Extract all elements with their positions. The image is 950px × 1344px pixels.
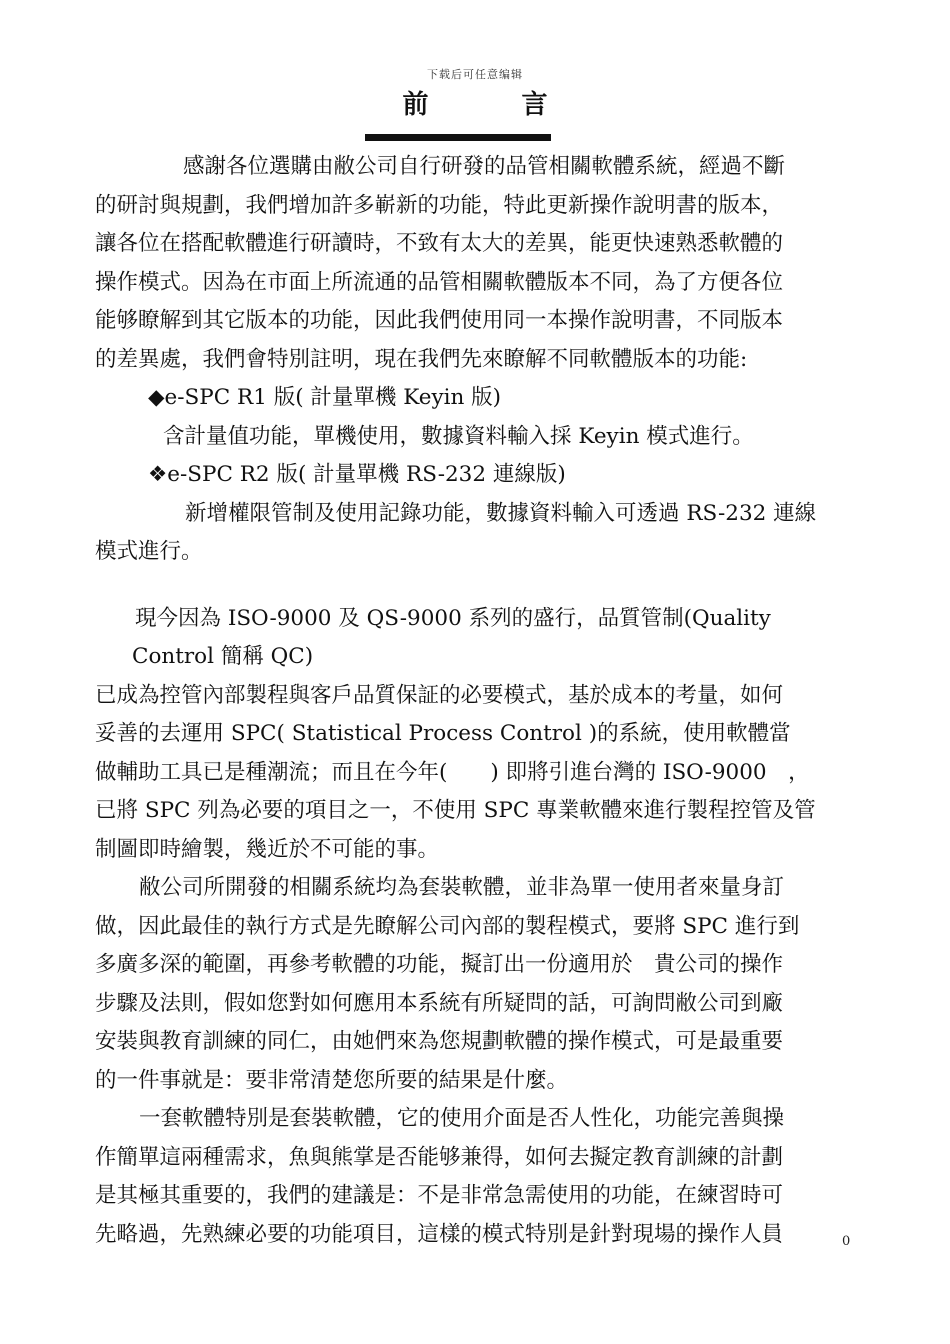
title-underline	[365, 134, 551, 141]
version-r1-title: ◆e-SPC R1 版( 計量單機 Keyin 版)	[148, 385, 502, 410]
intro-line: 能够瞭解到其它版本的功能，因此我們使用同一本操作說明書，不同版本	[95, 308, 784, 333]
company-line: 安裝與教育訓練的同仁，由她們來為您規劃軟體的操作模式，可是最重要	[95, 1029, 784, 1054]
qc-body-line: 制圖即時繪製，幾近於不可能的事。	[95, 836, 440, 862]
company-line: 做，因此最佳的執行方式是先瞭解公司內部的製程模式，要將 SPC 進行到	[95, 913, 800, 939]
qc-body-line: 妥善的去運用 SPC( Statistical Process Control )的系統，使用軟體當	[95, 721, 791, 746]
intro-line: 讓各位在搭配軟體進行研讀時，不致有太大的差異，能更快速熟悉軟體的	[95, 231, 784, 256]
company-line: 多廣多深的範圍，再參考軟體的功能，擬訂出一份適用於 貴公司的操作	[95, 952, 784, 977]
version-r1-desc: 含計量值功能，單機使用，數據資料輸入採 Keyin 模式進行。	[163, 423, 754, 449]
company-line: 步驟及法則，假如您對如何應用本系統有所疑問的話，可詢問敝公司到廠	[95, 990, 784, 1016]
qc-intro-line: Control 簡稱 QC)	[132, 644, 314, 669]
company-line: 敝公司所開發的相關系統均為套裝軟體，並非為單一使用者來量身訂	[139, 875, 785, 900]
intro-line: 的研討與規劃，我們增加許多嶄新的功能，特此更新操作說明書的版本，	[95, 192, 784, 218]
intro-line: 的差異處，我們會特別註明，現在我們先來瞭解不同軟體版本的功能:	[95, 346, 748, 372]
qc-intro-line: 現今因為 ISO-9000 及 QS-9000 系列的盛行，品質管制(Quality	[135, 605, 771, 631]
qc-body-line: 已成為控管內部製程與客戶品質保証的必要模式，基於成本的考量，如何	[95, 682, 784, 708]
qc-body-line: 做輔助工具已是種潮流；而且在今年( ) 即將引進台灣的 ISO-9000 ，	[95, 759, 810, 785]
training-line: 先略過，先熟練必要的功能項目，這樣的模式特別是針對現場的操作人員	[95, 1221, 784, 1247]
page-number: 0	[842, 1234, 851, 1249]
intro-line: 操作模式。因為在市面上所流通的品管相關軟體版本不同，為了方便各位	[95, 269, 784, 295]
body-text	[95, 148, 855, 1254]
version-r2-desc-line: 新增權限管制及使用記錄功能，數據資料輸入可透過 RS-232 連線	[185, 500, 817, 526]
page-title: 前 言	[402, 90, 590, 120]
training-line: 是其極其重要的，我們的建議是：不是非常急需使用的功能，在練習時可	[95, 1183, 784, 1208]
qc-body-line: 已將 SPC 列為必要的項目之一，不使用 SPC 專業軟體來進行製程控管及管	[95, 798, 816, 823]
training-line: 作簡單這兩種需求，魚與熊掌是否能够兼得，如何去擬定教育訓練的計劃	[95, 1144, 784, 1170]
paragraph-gap	[95, 572, 855, 600]
header-note: 下载后可任意编辑	[427, 68, 523, 81]
company-line: 的一件事就是：要非常清楚您所要的結果是什麼。	[95, 1067, 569, 1093]
intro-line: 感謝各位選購由敝公司自行研發的品管相關軟體系統，經過不斷	[183, 154, 786, 179]
version-r2-title: ❖e-SPC R2 版( 計量單機 RS-232 連線版)	[148, 462, 566, 487]
version-r2-desc-line: 模式進行。	[95, 539, 203, 564]
training-line: 一套軟體特別是套裝軟體，它的使用介面是否人性化，功能完善與操	[139, 1106, 785, 1131]
